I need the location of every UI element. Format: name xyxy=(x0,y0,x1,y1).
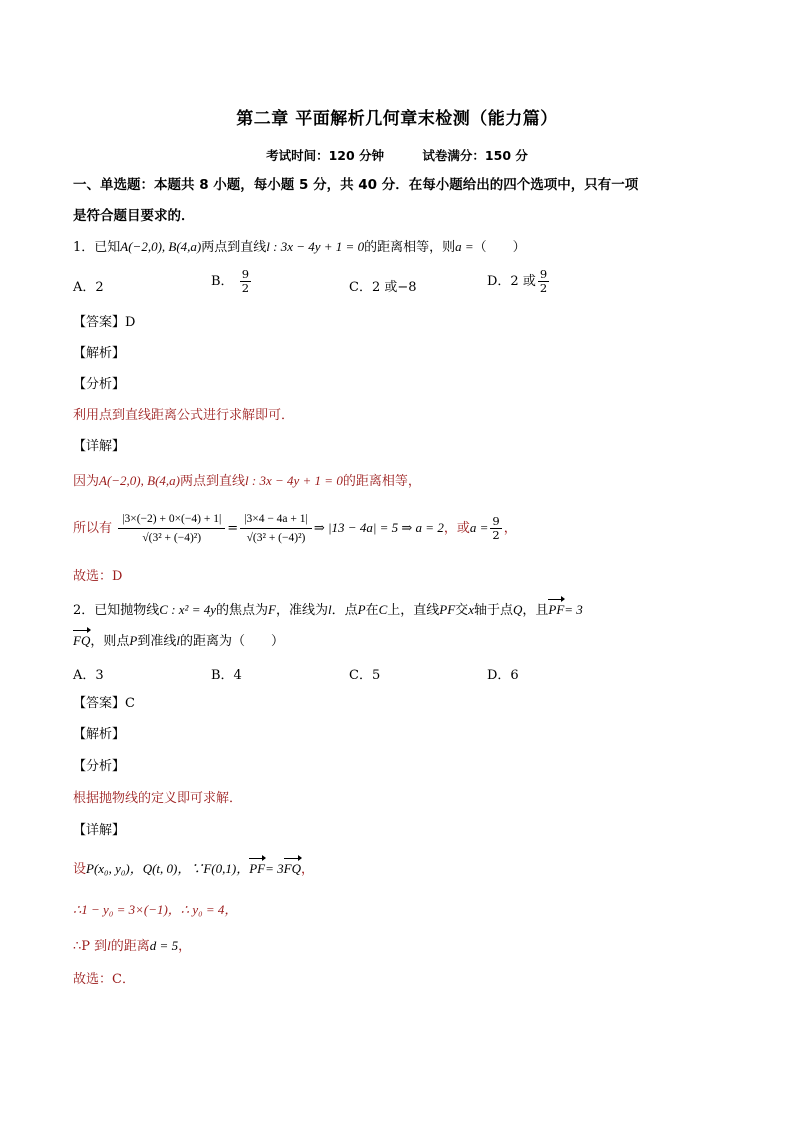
denominator: 2 xyxy=(539,281,548,295)
q2-stem-text: 上，直线 xyxy=(387,603,440,618)
q1-answer: 【答案】D xyxy=(73,315,136,330)
detail-math: a = xyxy=(469,520,489,535)
q2-stem-text: 的距离为（ ） xyxy=(179,634,284,649)
q1-choose: 故选：D xyxy=(73,569,123,584)
q2-stem-math: P xyxy=(357,602,366,617)
q2-stem-math: l xyxy=(327,602,332,617)
q2-stem-math: PF xyxy=(439,602,456,617)
q2-stem-line2 xyxy=(73,631,284,652)
q1-option-d xyxy=(487,268,551,295)
q2-stem-text: ，则点 xyxy=(90,634,130,649)
detail-text: ， xyxy=(300,862,314,877)
detail-math: P(x₀, y₀)，Q(t, 0)，∵F(0,1)， xyxy=(86,861,250,876)
q2-option-d: D．6 xyxy=(487,668,519,683)
numerator: 9 xyxy=(539,267,548,281)
distance-fraction-b xyxy=(240,510,312,547)
q1-analysis-label: 【解析】 xyxy=(73,346,126,361)
q2-stem-math: C xyxy=(378,602,388,617)
fraction xyxy=(240,268,251,295)
q2-stem-math: l xyxy=(176,633,180,648)
q1-stem-text: 两点到直线 xyxy=(201,240,267,255)
vector-fq: FQ xyxy=(73,631,90,651)
q2-stem-text: 在 xyxy=(365,603,379,618)
q2-option-c: C．5 xyxy=(349,668,381,683)
q2-option-a: A．3 xyxy=(73,668,104,683)
q2-stem-text: 轴于点 xyxy=(473,603,513,618)
distance-fraction-a xyxy=(118,510,225,547)
q2-detail-label: 【详解】 xyxy=(73,823,126,838)
q2-stem-text: 交 xyxy=(455,603,469,618)
detail-math: d = 5 xyxy=(149,938,179,953)
numerator: 9 xyxy=(241,267,250,281)
detail-math: ∴1 − y₀ = 3×(−1)，∴ y₀ = 4， xyxy=(73,902,238,917)
q2-stem-line1 xyxy=(73,600,583,621)
vector-pf: PF xyxy=(249,859,265,879)
q2-option-b: B．4 xyxy=(211,668,242,683)
exam-time: 考试时间：120 分钟 xyxy=(266,148,385,163)
q2-stem-math: Q xyxy=(512,602,523,617)
q2-stem-math: = 3 xyxy=(564,602,583,617)
q2-choose: 故选：C． xyxy=(73,972,135,987)
page-title: 第二章 平面解析几何章末检测（能力篇） xyxy=(236,109,558,129)
q1-option-c: C．2 或−8 xyxy=(349,280,417,295)
q1-option-b xyxy=(211,268,253,295)
q2-analysis-label: 【解析】 xyxy=(73,727,126,742)
option-label: D．2 或 xyxy=(487,274,536,289)
q2-stem-math: F xyxy=(268,602,276,617)
detail-text: ∴P 到 xyxy=(73,939,108,954)
q1-detail-formula xyxy=(73,508,517,549)
denominator: √(3² + (−4)²) xyxy=(142,532,202,544)
detail-text: 的距离相等， xyxy=(342,474,421,489)
q2-stem-text: 2．已知抛物线 xyxy=(73,603,160,618)
q1-stem xyxy=(73,237,526,258)
option-label: B． xyxy=(211,274,234,289)
q1-fenxi-text: 利用点到直线距离公式进行求解即可． xyxy=(73,408,295,423)
q1-stem-text: 1．已知 xyxy=(73,240,121,255)
fraction xyxy=(490,515,501,542)
q2-fenxi-text: 根据抛物线的定义即可求解． xyxy=(73,791,243,806)
q1-stem-text: 的距离相等，则 xyxy=(364,240,456,255)
section-heading-line1: 一、单选题：本题共 8 小题，每小题 5 分，共 40 分．在每小题给出的四个选项中，只有一项 xyxy=(73,177,639,193)
detail-math: l : 3x − 4y + 1 = 0 xyxy=(245,473,343,488)
q1-fenxi-label: 【分析】 xyxy=(73,377,126,392)
q2-stem-text: ．点 xyxy=(331,603,358,618)
q1-stem-text: （ ） xyxy=(473,240,526,255)
q2-detail-line3 xyxy=(73,936,191,957)
equals-sign: = xyxy=(227,521,239,536)
q1-option-a: A．2 xyxy=(73,280,104,295)
denominator: 2 xyxy=(241,281,250,295)
q1-detail-line1 xyxy=(73,471,421,492)
detail-text: 两点到直线 xyxy=(180,474,246,489)
q2-stem-text: 的焦点为 xyxy=(216,603,269,618)
fraction xyxy=(538,268,549,295)
exam-score: 试卷满分：150 分 xyxy=(422,148,528,163)
detail-text: 的距离 xyxy=(110,939,150,954)
detail-math: A(−2,0), B(4,a) xyxy=(99,473,180,488)
q2-detail-line1 xyxy=(73,859,314,880)
section-heading-line2: 是符合题目要求的． xyxy=(73,208,195,224)
detail-text: ，或 xyxy=(443,521,470,536)
detail-text: 设 xyxy=(73,862,87,877)
numerator: |3×4 − 4a + 1| xyxy=(240,510,312,529)
q2-stem-math: C : x² = 4y xyxy=(159,602,216,617)
detail-text: 所以有 xyxy=(73,521,113,536)
denominator: √(3² + (−4)²) xyxy=(246,532,306,544)
vector-fq: FQ xyxy=(284,859,301,879)
detail-text: 因为 xyxy=(73,474,100,489)
denominator: 2 xyxy=(492,528,500,542)
detail-text: ， xyxy=(503,521,517,536)
q2-stem-text: ，且 xyxy=(522,603,549,618)
exam-meta xyxy=(0,146,794,164)
q1-stem-math: A(−2,0), B(4,a) xyxy=(120,239,202,254)
q2-stem-text: 到准线 xyxy=(137,634,177,649)
detail-math: = 3 xyxy=(265,861,284,876)
numerator: |3×(−2) + 0×(−4) + 1| xyxy=(118,510,225,529)
q2-answer: 【答案】C xyxy=(73,696,135,711)
q2-stem-math: x xyxy=(468,602,474,617)
q1-detail-label: 【详解】 xyxy=(73,439,126,454)
vector-pf: PF xyxy=(548,600,564,620)
q1-stem-math: l : 3x − 4y + 1 = 0 xyxy=(266,239,365,254)
q1-stem-math: a = xyxy=(455,239,474,254)
detail-math: ⇒ |13 − 4a| = 5 ⇒ a = 2 xyxy=(313,520,444,535)
numerator: 9 xyxy=(492,514,500,528)
detail-text: ， xyxy=(178,939,192,954)
q2-detail-line2 xyxy=(73,900,237,921)
q2-stem-math: P xyxy=(129,633,138,648)
detail-math: l xyxy=(107,938,111,953)
q2-stem-text: ，准线为 xyxy=(275,603,328,618)
q2-fenxi-label: 【分析】 xyxy=(73,759,126,774)
